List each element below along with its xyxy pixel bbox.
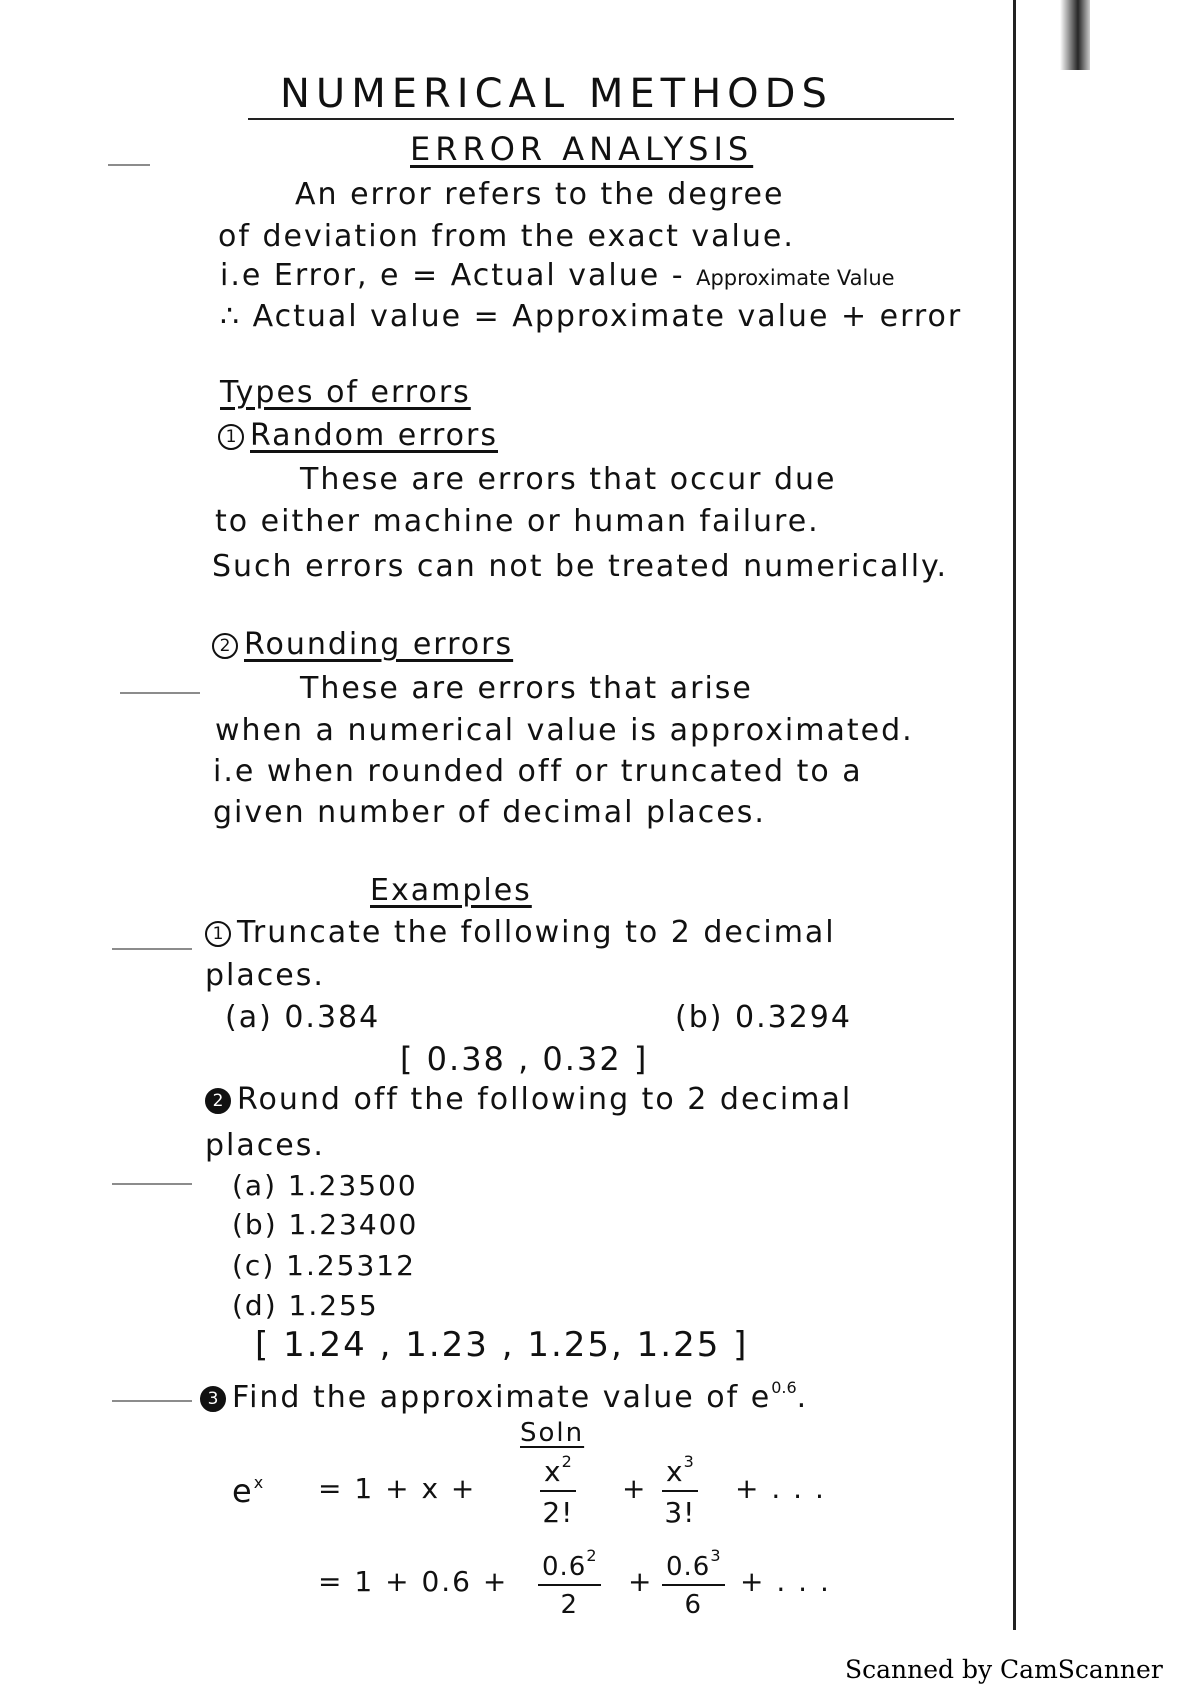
scan-smudge: [112, 1183, 192, 1185]
example-2-item: (c) 1.25312: [232, 1249, 416, 1282]
example-2-answer: [ 1.24 , 1.23 , 1.25, 1.25 ]: [255, 1325, 749, 1365]
example-1-item-a: (a) 0.384: [225, 1000, 381, 1035]
series-fraction: $\frac{x^3}{3!}$: [662, 1452, 698, 1529]
section-title: ERROR ANALYSIS: [410, 130, 754, 168]
margin-line: [1013, 0, 1016, 1630]
example-2-prompt: 2 Round off the following to 2 decimal: [205, 1085, 852, 1115]
example-2-item: (d) 1.255: [232, 1289, 379, 1322]
error-formula-small: Approximate Value: [696, 266, 895, 290]
solution-label: Soln: [520, 1418, 585, 1448]
error-formula-main: i.e Error, e = Actual value -: [220, 258, 697, 293]
number-circle: 3: [200, 1386, 226, 1412]
scanner-watermark: Scanned by CamScanner: [845, 1655, 1163, 1684]
series-fraction: $\frac{x^2}{2!}$: [540, 1452, 576, 1529]
examples-heading: Examples: [370, 873, 532, 908]
series-tail: + . . .: [735, 1472, 826, 1505]
intro-line: of deviation from the exact value.: [218, 219, 795, 254]
substituted-fraction: $\frac{0.6^2}{2}$: [538, 1546, 601, 1620]
scan-smudge: [112, 948, 192, 950]
random-errors-heading: [218, 418, 498, 453]
random-errors-title: Random errors: [250, 418, 498, 453]
series-plus: +: [622, 1472, 648, 1505]
paragraph-line: i.e when rounded off or truncated to a: [213, 754, 863, 789]
example-1-answer: [ 0.38 , 0.32 ]: [400, 1040, 649, 1078]
intro-line: An error refers to the degree: [295, 177, 785, 212]
page-title: NUMERICAL METHODS: [280, 71, 833, 117]
paragraph-line: when a numerical value is approximated.: [215, 713, 914, 748]
number-circle: 1: [205, 921, 231, 947]
paragraph-line: Such errors can not be treated numerically.: [212, 549, 949, 584]
scan-smudge: [108, 164, 150, 166]
paragraph-line: These are errors that arise: [300, 671, 753, 706]
example-1-prompt-cont: places.: [205, 958, 325, 993]
series-terms: = 1 + x +: [318, 1472, 477, 1505]
example-3-prompt: 3 Find the approximate value of $e^{0.6}$.: [200, 1380, 808, 1413]
example-2-prompt-cont: places.: [205, 1128, 325, 1163]
substituted-plus: +: [628, 1565, 654, 1598]
series-lhs: $e^x$: [232, 1472, 264, 1510]
example-1-prompt: 1 Truncate the following to 2 decimal: [205, 918, 836, 948]
example-2-item: (a) 1.23500: [232, 1169, 418, 1202]
number-circle: 1: [218, 424, 244, 450]
number-circle: 2: [205, 1088, 231, 1114]
rounding-errors-title: Rounding errors: [244, 627, 514, 662]
paragraph-line: These are errors that occur due: [300, 462, 837, 497]
substituted-tail: + . . .: [740, 1565, 831, 1598]
error-formula: [220, 258, 895, 293]
substituted-terms: = 1 + 0.6 +: [318, 1565, 509, 1598]
paragraph-line: to either machine or human failure.: [215, 504, 820, 539]
title-underline: [248, 118, 954, 120]
rounding-errors-heading: [212, 627, 514, 662]
number-circle: 2: [212, 633, 238, 659]
types-heading: Types of errors: [220, 375, 471, 410]
example-2-item: (b) 1.23400: [232, 1208, 419, 1241]
paragraph-line: given number of decimal places.: [213, 795, 766, 830]
scan-shadow: [1060, 0, 1090, 70]
substituted-fraction: $\frac{0.6^3}{6}$: [662, 1546, 725, 1620]
scan-smudge: [112, 1400, 192, 1402]
actual-value-formula: ∴ Actual value = Approximate value + error: [220, 299, 963, 334]
scan-smudge: [120, 692, 200, 694]
example-1-item-b: (b) 0.3294: [675, 1000, 852, 1035]
